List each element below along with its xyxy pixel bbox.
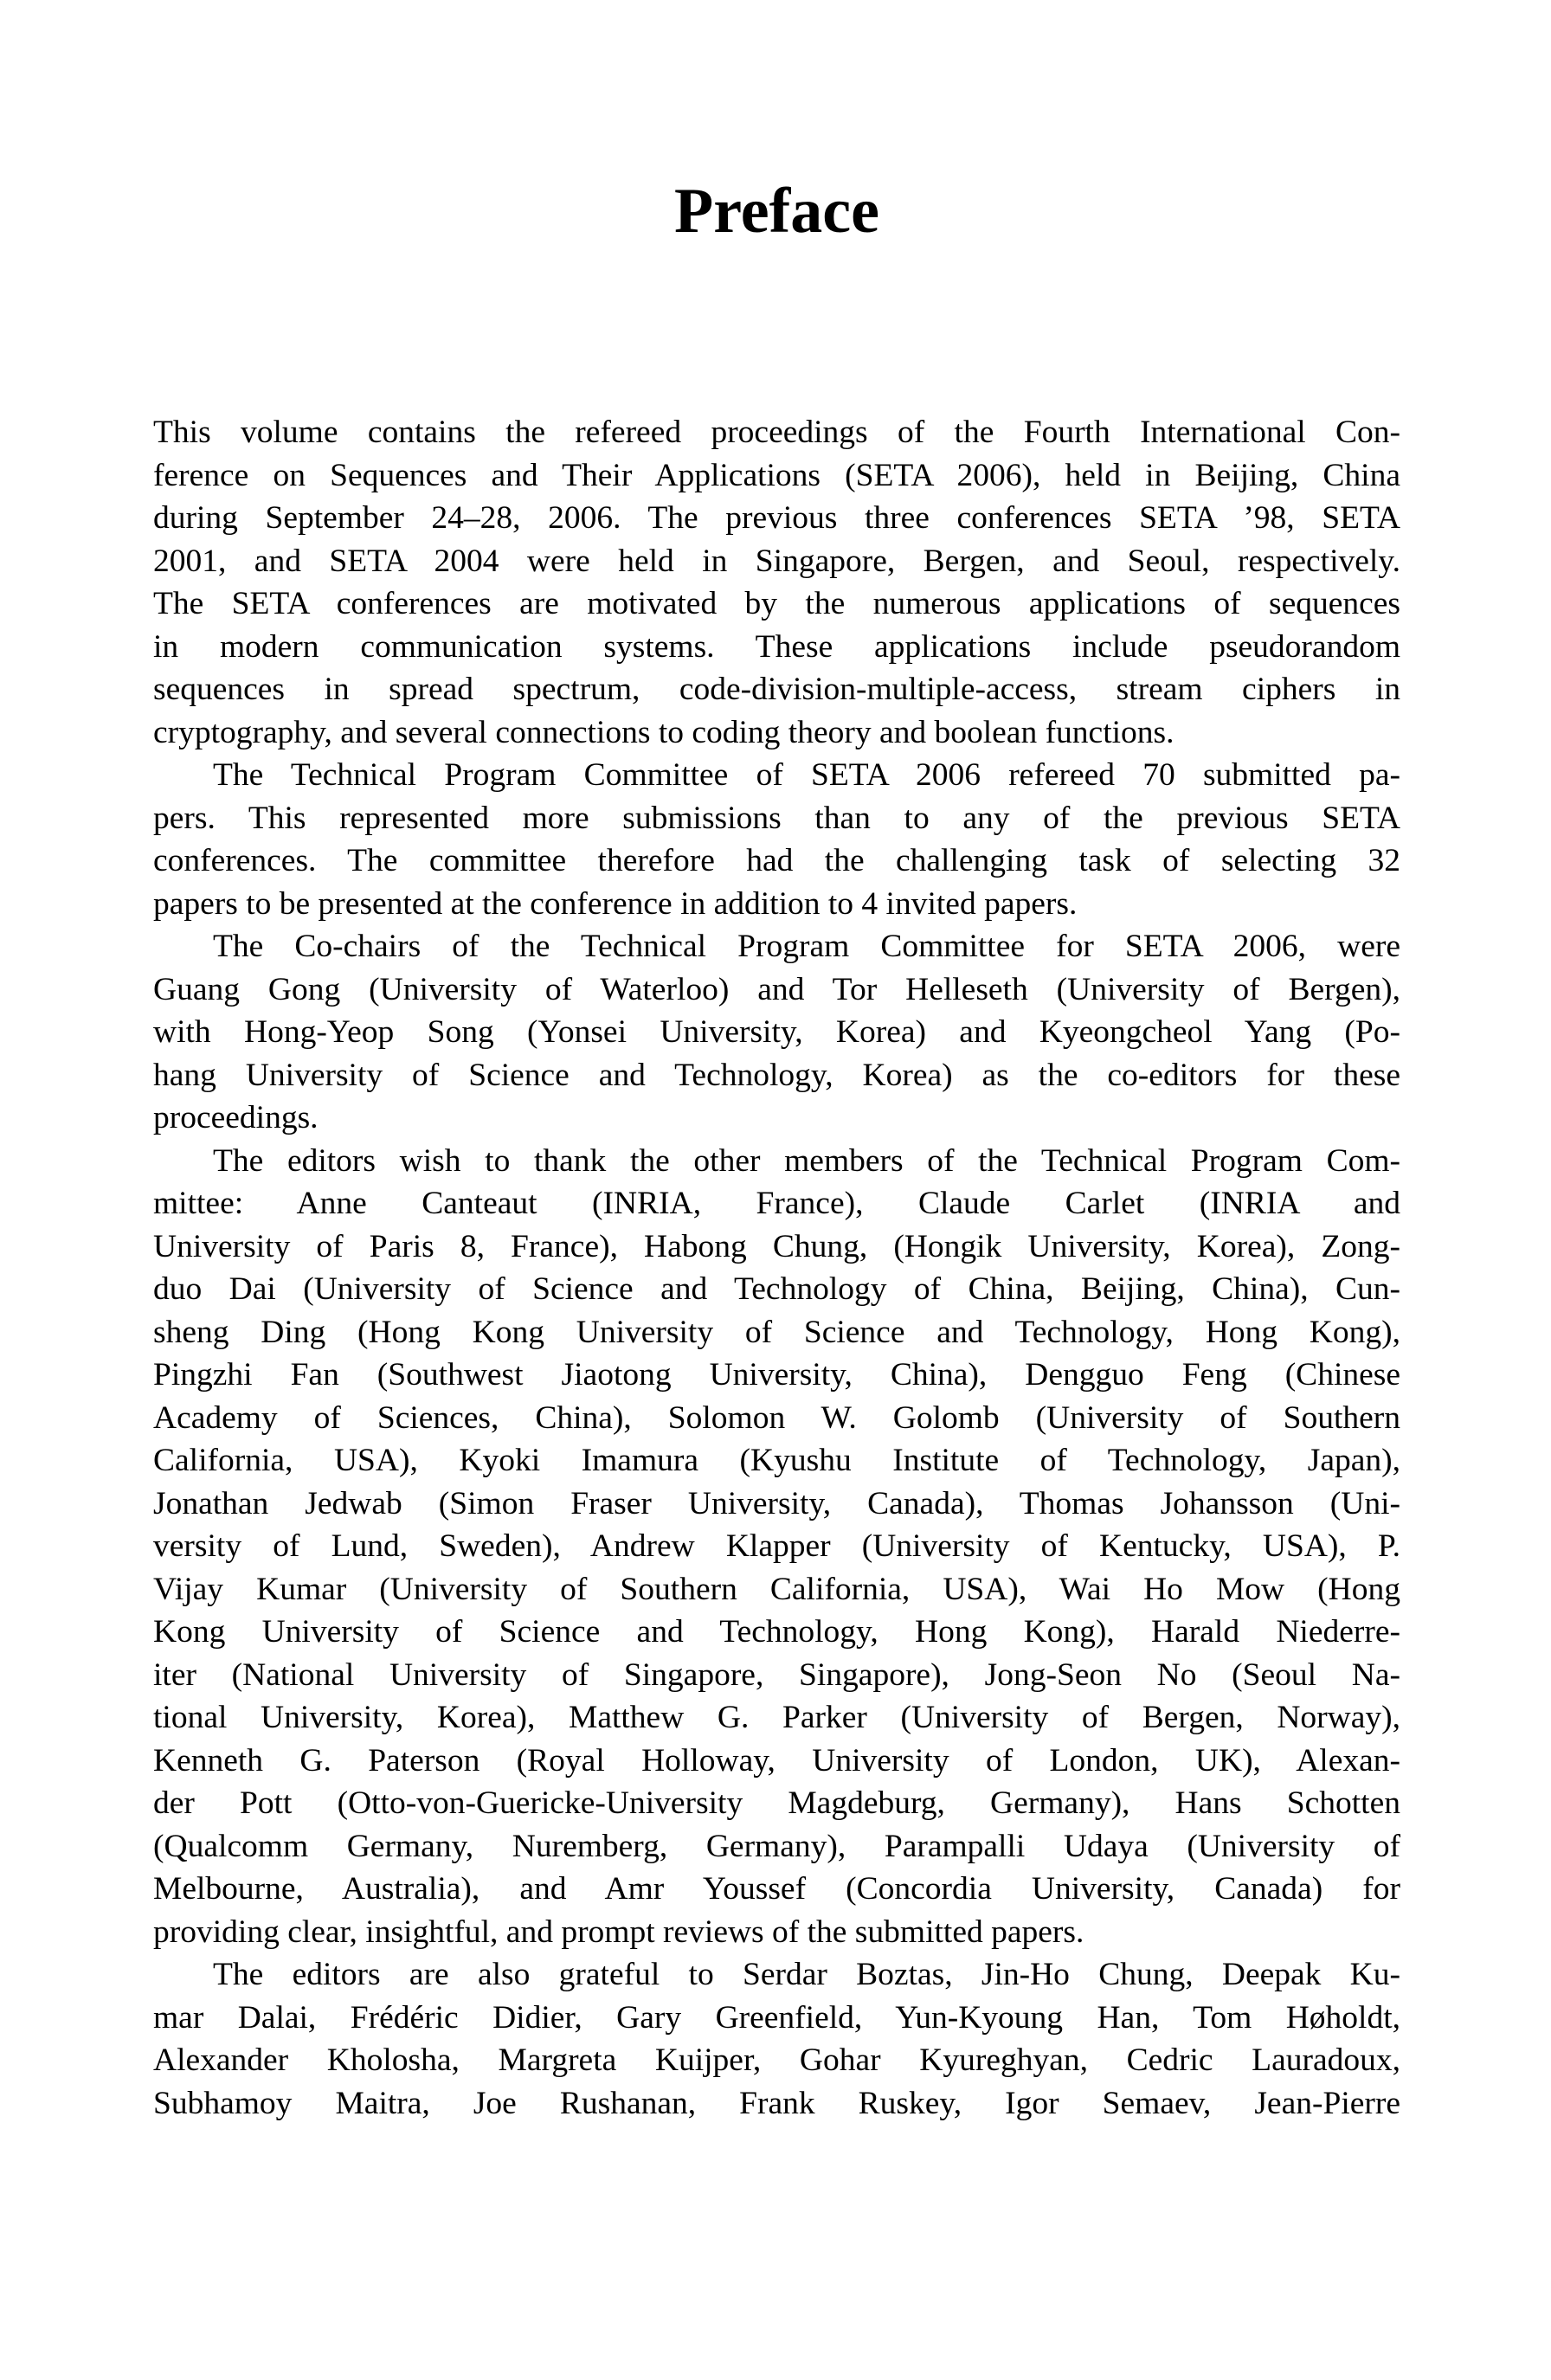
- text-line: sequences in spread spectrum, code-division-multiple-access, stream ciphers in: [153, 672, 1400, 707]
- text-line: cryptography, and several connections to coding theory and boolean functions.: [153, 714, 1175, 750]
- paragraph: [153, 1140, 1400, 1954]
- text-line: Alexander Kholosha, Margreta Kuijper, Gohar Kyureghyan, Cedric Lauradoux,: [153, 2042, 1400, 2078]
- text-line: The editors wish to thank the other members of the Technical Program Com-: [213, 1142, 1400, 1179]
- text-line: (Qualcomm Germany, Nuremberg, Germany), Parampalli Udaya (University of: [153, 1828, 1400, 1864]
- text-line: iter (National University of Singapore, Singapore), Jong-Seon No (Seoul Na-: [153, 1656, 1400, 1693]
- text-line: der Pott (Otto-von-Guericke-University Magdeburg, Germany), Hans Schotten: [153, 1785, 1400, 1821]
- text-line: The SETA conferences are motivated by the numerous applications of sequences: [153, 586, 1400, 621]
- text-line: hang University of Science and Technology, Korea) as the co-editors for these: [153, 1057, 1400, 1093]
- text-line: mar Dalai, Frédéric Didier, Gary Greenfield, Yun-Kyoung Han, Tom Høholdt,: [153, 1999, 1400, 2036]
- text-line: Kong University of Science and Technology, Hong Kong), Harald Niederre-: [153, 1614, 1400, 1650]
- text-line: This volume contains the refereed proceedings of the Fourth International Con-: [153, 415, 1400, 450]
- paragraph: [153, 925, 1400, 1140]
- text-line: The editors are also grateful to Serdar Boztas, Jin-Ho Chung, Deepak Ku-: [213, 1957, 1400, 1992]
- paragraph: [153, 754, 1400, 925]
- text-line: Vijay Kumar (University of Southern California, USA), Wai Ho Mow (Hong: [153, 1571, 1400, 1607]
- text-line: Melbourne, Australia), and Amr Youssef (Concordia University, Canada) for: [153, 1871, 1400, 1907]
- text-line: Guang Gong (University of Waterloo) and Tor Helleseth (University of Bergen),: [153, 971, 1400, 1007]
- preface-text: [153, 411, 1400, 2125]
- text-line: Subhamoy Maitra, Joe Rushanan, Frank Ruskey, Igor Semaev, Jean-Pierre: [153, 2085, 1400, 2121]
- text-line: The Technical Program Committee of SETA 2006 refereed 70 submitted pa-: [213, 757, 1400, 793]
- paragraph: [153, 1953, 1400, 2125]
- text-line: with Hong-Yeop Song (Yonsei University, Korea) and Kyeongcheol Yang (Po-: [153, 1014, 1400, 1050]
- text-line: Kenneth G. Paterson (Royal Holloway, University of London, UK), Alexan-: [153, 1742, 1400, 1779]
- text-line: The Co-chairs of the Technical Program Committee for SETA 2006, were: [213, 929, 1400, 964]
- text-line: pers. This represented more submissions than to any of the previous SETA: [153, 800, 1400, 836]
- text-line: proceedings.: [153, 1100, 319, 1135]
- text-line: tional University, Korea), Matthew G. Parker (University of Bergen, Norway),: [153, 1700, 1400, 1735]
- text-line: mittee: Anne Canteaut (INRIA, France), Claude Carlet (INRIA and: [153, 1186, 1400, 1221]
- paragraph: [153, 411, 1400, 754]
- text-line: Jonathan Jedwab (Simon Fraser University, Canada), Thomas Johansson (Uni-: [153, 1485, 1400, 1521]
- text-line: providing clear, insightful, and prompt reviews of the submitted papers.: [153, 1914, 1084, 1950]
- text-line: ference on Sequences and Their Applications (SETA 2006), held in Beijing, China: [153, 457, 1400, 493]
- text-line: 2001, and SETA 2004 were held in Singapore, Bergen, and Seoul, respectively.: [153, 543, 1400, 579]
- text-line: duo Dai (University of Science and Technology of China, Beijing, China), Cun-: [153, 1271, 1400, 1307]
- text-line: during September 24–28, 2006. The previous three conferences SETA ’98, SETA: [153, 500, 1400, 536]
- text-line: versity of Lund, Sweden), Andrew Klapper (University of Kentucky, USA), P.: [153, 1528, 1400, 1564]
- text-line: in modern communication systems. These applications include pseudorandom: [153, 628, 1400, 665]
- text-line: Pingzhi Fan (Southwest Jiaotong University, China), Dengguo Feng (Chinese: [153, 1357, 1400, 1393]
- text-line: conferences. The committee therefore had the challenging task of selecting 32: [153, 843, 1400, 878]
- text-line: California, USA), Kyoki Imamura (Kyushu Institute of Technology, Japan),: [153, 1443, 1400, 1478]
- text-line: University of Paris 8, France), Habong Chung, (Hongik University, Korea), Zong-: [153, 1228, 1400, 1264]
- page-title: Preface: [674, 176, 879, 247]
- text-line: sheng Ding (Hong Kong University of Science and Technology, Hong Kong),: [153, 1314, 1400, 1350]
- text-line: papers to be presented at the conference in addition to 4 invited papers.: [153, 885, 1078, 922]
- text-line: Academy of Sciences, China), Solomon W. Golomb (University of Southern: [153, 1399, 1400, 1436]
